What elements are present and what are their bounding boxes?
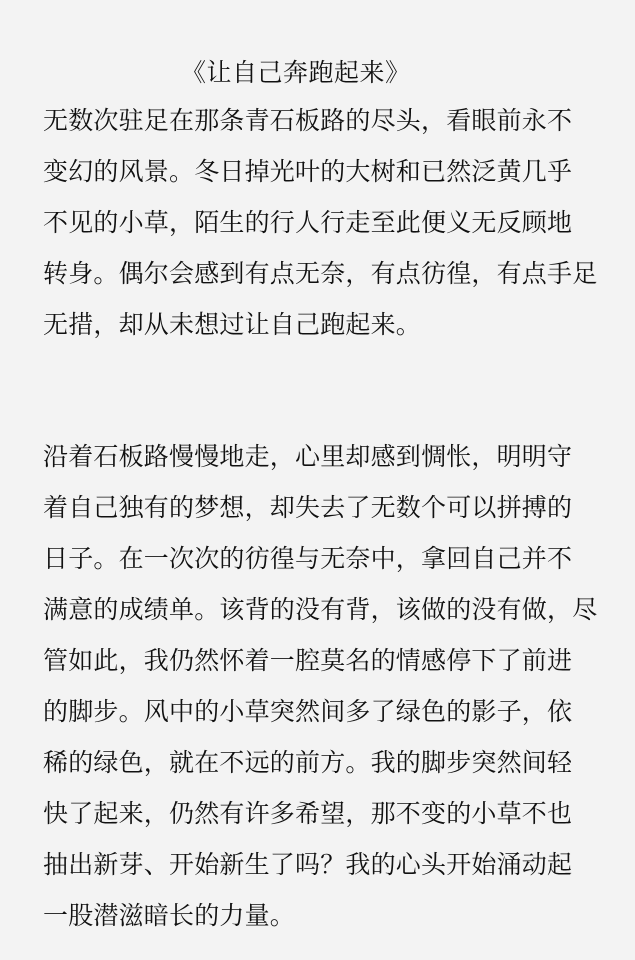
paragraph-line: 稀的绿色，就在不远的前方。我的脚步突然间轻 [43,748,573,777]
paragraph-line: 无措，却从未想过让自己跑起来。 [43,310,422,339]
paragraph-line: 日子。在一次次的彷徨与无奈中，拿回自己并不 [43,544,573,573]
paragraph-line: 转身。偶尔会感到有点无奈，有点彷徨，有点手足 [43,259,598,288]
paragraph-line: 抽出新芽、开始新生了吗？我的心头开始涌动起 [43,850,573,879]
paragraph-1 [43,95,601,350]
paragraph-2 [43,431,601,941]
paragraph-line: 沿着石板路慢慢地走，心里却感到惆怅，明明守 [43,442,573,471]
paragraph-line: 不见的小草，陌生的行人行走至此便义无反顾地 [43,208,573,237]
paragraph-line: 管如此，我仍然怀着一腔莫名的情感停下了前进 [43,646,573,675]
paragraph-spacer [43,350,601,431]
paragraph-line: 着自己独有的梦想，却失去了无数个可以拼搏的 [43,493,573,522]
paragraph-line: 无数次驻足在那条青石板路的尽头，看眼前永不 [43,106,573,135]
paragraph-line: 快了起来，仍然有许多希望，那不变的小草不也 [43,799,573,828]
essay-title: 《让自己奔跑起来》 [181,58,411,87]
paragraph-line: 变幻的风景。冬日掉光叶的大树和已然泛黄几乎 [43,157,573,186]
paragraph-line: 一股潜滋暗长的力量。 [43,901,296,930]
paragraph-line: 的脚步。风中的小草突然间多了绿色的影子，依 [43,697,573,726]
paragraph-line: 满意的成绩单。该背的没有背，该做的没有做，尽 [43,595,598,624]
